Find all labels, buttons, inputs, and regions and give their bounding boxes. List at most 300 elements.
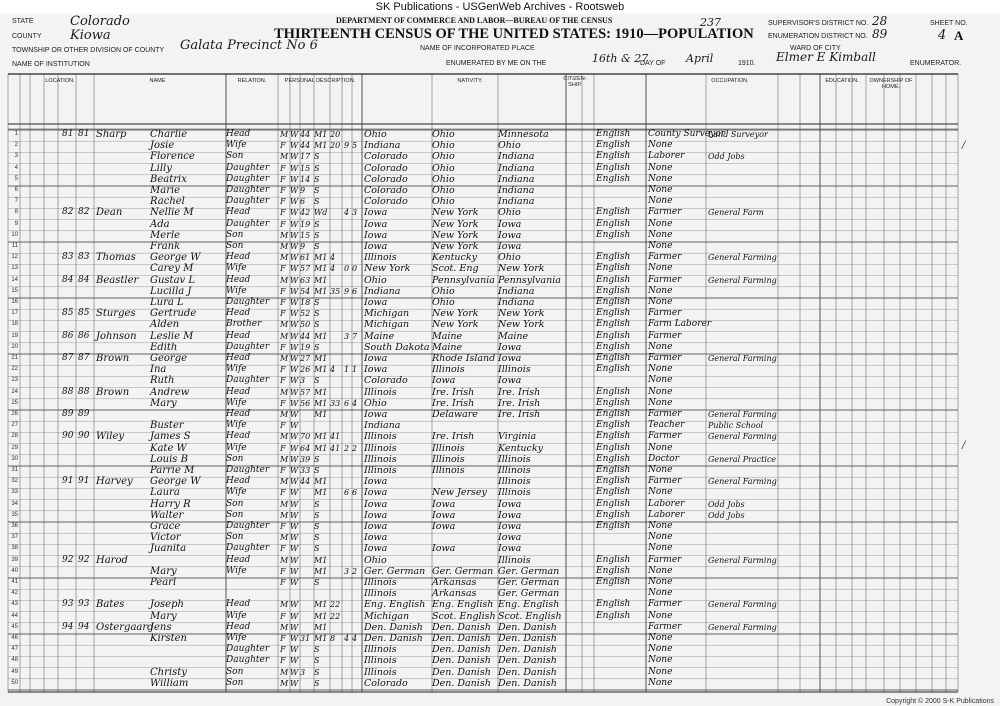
- department-line: DEPARTMENT OF COMMERCE AND LABOR—BUREAU OF THE CENSUS: [336, 16, 613, 25]
- cell-mbp: Ire. Irish: [498, 409, 541, 420]
- cell-bp: Colorado: [364, 151, 408, 163]
- cell-occ: Farmer: [648, 207, 682, 218]
- cell-fbp: New York: [432, 308, 479, 320]
- cell-given: Christy: [150, 666, 187, 678]
- cell-lang: English: [596, 521, 631, 531]
- cell-yr: [330, 678, 342, 691]
- cell-fbp: Iowa: [432, 543, 456, 555]
- cell-rel: Daughter: [226, 644, 270, 655]
- cell-race: W: [290, 197, 299, 207]
- cell-n: 22: [11, 366, 18, 373]
- window-caption: SK Publications - USGenWeb Archives - Rootsweb: [0, 0, 1000, 14]
- census-title: THIRTEENTH CENSUS OF THE UNITED STATES: 1910—POPULATION: [274, 26, 754, 42]
- cell-n: 37: [11, 534, 18, 541]
- cell-rel: Daughter: [226, 341, 270, 352]
- cell-occ: None: [648, 297, 673, 307]
- cell-bp: Colorado: [364, 162, 408, 174]
- cell-given: Kirsten: [150, 633, 187, 644]
- cell-age: 19: [300, 342, 311, 352]
- cell-sex: M: [280, 275, 289, 285]
- cell-rel: Son: [226, 666, 244, 677]
- cell-occ: None: [648, 633, 673, 643]
- cell-occ: Farmer: [648, 409, 682, 419]
- cell-sex: M: [280, 432, 289, 442]
- cell-surname: Dean: [96, 207, 123, 219]
- cell-sex: F: [280, 611, 286, 621]
- cell-mbp: Iowa: [498, 532, 522, 544]
- cell-n: 47: [11, 646, 18, 653]
- sheet-value: 4: [938, 28, 947, 43]
- cell-given: Lucilla J: [150, 285, 192, 297]
- cell-bp: Illinois: [364, 252, 397, 264]
- cell-occ: Farmer: [648, 308, 682, 319]
- cell-bp: Illinois: [364, 431, 397, 443]
- cell-sex: M: [280, 600, 289, 610]
- cell-occ: None: [648, 655, 673, 666]
- cell-sex: M: [280, 477, 289, 487]
- cell-n: 16: [11, 299, 18, 305]
- cell-occ: None: [648, 218, 673, 229]
- cell-c1: 0: [344, 264, 350, 274]
- cell-race: W: [290, 275, 299, 285]
- cell-sex: F: [280, 544, 286, 554]
- cell-lang: English: [596, 453, 631, 464]
- cell-mbp: Iowa: [498, 375, 522, 387]
- cell-occ: Farmer: [648, 330, 682, 341]
- cell-bp: Iowa: [364, 487, 388, 499]
- cell-given: Leslie M: [150, 330, 194, 342]
- cell-dw: 82: [62, 207, 74, 218]
- cell-fbp: Ire. Irish: [432, 431, 475, 443]
- cell-ms: M1: [314, 555, 328, 565]
- cell-c2: 5: [352, 141, 358, 151]
- cell-fbp: Ohio: [432, 151, 455, 163]
- cell-race: W: [290, 298, 299, 307]
- cell-age: 18: [300, 298, 311, 307]
- cell-sex: M: [280, 130, 289, 139]
- cell-age: 64: [300, 443, 311, 453]
- cell-n: 42: [11, 590, 18, 597]
- cell-age: 44: [300, 130, 311, 139]
- cell-rel: Head: [226, 308, 251, 319]
- cell-ms: S: [314, 186, 320, 195]
- cell-bp: Illinois: [364, 453, 397, 465]
- cell-fbp: Iowa: [432, 509, 456, 521]
- cell-age: 50: [300, 320, 311, 330]
- cell-bp: Indiana: [364, 140, 401, 152]
- cell-fbp: Den. Danish: [432, 644, 491, 656]
- cell-ms: S: [314, 230, 320, 240]
- cell-mbp: Maine: [498, 330, 529, 342]
- cell-sex: F: [280, 566, 286, 576]
- cell-rel: Head: [226, 129, 251, 139]
- cell-ms: S: [314, 510, 320, 520]
- cell-c2: 6: [352, 286, 358, 296]
- cell-ms: S: [314, 533, 320, 543]
- cell-sex: M: [280, 667, 289, 677]
- cell-occ: Laborer: [648, 498, 685, 509]
- cell-ms: S: [314, 219, 320, 229]
- cell-bp: Iowa: [364, 229, 388, 241]
- cell-mbp: Illinois: [498, 453, 531, 465]
- cell-fam: 89: [78, 409, 90, 419]
- cell-sex: F: [280, 522, 286, 531]
- cell-dw: 89: [62, 409, 74, 419]
- cell-race: W: [290, 555, 299, 565]
- cell-occ: County Surveyor: [648, 129, 725, 139]
- cell-fbp: Rhode Island: [432, 353, 496, 364]
- cell-ind: General Farming: [708, 275, 777, 285]
- cell-ind: General Farming: [708, 253, 777, 263]
- cell-rel: Head: [226, 207, 251, 218]
- cell-occ: Farmer: [648, 353, 682, 363]
- cell-sex: F: [280, 398, 286, 408]
- cell-given: Buster: [150, 420, 184, 432]
- cell-fam: 87: [78, 353, 90, 363]
- cell-rel: Wife: [226, 442, 247, 453]
- cell-race: W: [290, 477, 299, 487]
- cell-age: 44: [300, 477, 311, 487]
- cell-given: Beatrix: [150, 173, 187, 185]
- cell-age: 42: [300, 208, 311, 218]
- cell-n: 24: [11, 388, 18, 395]
- cell-n: 3: [14, 153, 18, 160]
- cell-given: Merle: [150, 229, 181, 241]
- cell-n: 8: [14, 209, 18, 216]
- cell-rel: Head: [226, 409, 251, 419]
- cell-ms: M1: [314, 611, 328, 621]
- cell-surname: Sharp: [96, 129, 127, 140]
- enumeration-day: 16th & 27: [592, 52, 649, 65]
- cell-rel: Daughter: [226, 521, 270, 531]
- cell-race: W: [290, 376, 299, 386]
- cell-fbp: New Jersey: [432, 487, 487, 499]
- cell-n: 32: [11, 478, 18, 485]
- cell-mbp: Illinois: [498, 554, 531, 566]
- cell-occ: None: [648, 532, 673, 543]
- cell-rel: Wife: [226, 420, 247, 431]
- cell-sex: F: [280, 656, 286, 666]
- cell-given: George W: [150, 476, 201, 488]
- cell-mbp: Den. Danish: [498, 621, 557, 633]
- cell-dw: 94: [62, 621, 74, 632]
- cell-given: Marie: [150, 185, 181, 196]
- cell-age: 9: [300, 242, 306, 251]
- cell-occ: None: [648, 442, 673, 453]
- cell-age: 3: [300, 376, 306, 386]
- cell-n: 17: [11, 310, 18, 317]
- cell-mbp: Iowa: [498, 229, 522, 241]
- cell-bp: Iowa: [364, 364, 388, 376]
- cell-race: W: [290, 645, 299, 655]
- cell-rel: Son: [226, 151, 244, 162]
- cell-lang: English: [596, 487, 631, 498]
- cell-ms: M1: [314, 477, 328, 487]
- cell-fbp: Ohio: [432, 297, 455, 308]
- cell-ind: General Farm: [708, 208, 764, 218]
- cell-dw: 92: [62, 554, 74, 565]
- cell-race: W: [290, 432, 299, 442]
- cell-fbp: Ohio: [432, 196, 455, 208]
- cell-fbp: Ohio: [432, 129, 455, 140]
- cell-rel: Daughter: [226, 375, 270, 386]
- cell-given: Ina: [150, 364, 167, 376]
- cell-fbp: New York: [432, 241, 479, 252]
- cell-sex: F: [280, 298, 286, 307]
- cell-bp: Iowa: [364, 218, 388, 230]
- cell-occ: None: [648, 173, 673, 184]
- cell-given: Mary: [150, 610, 177, 622]
- cell-lang: English: [596, 353, 631, 363]
- cell-bp: Illinois: [364, 644, 397, 656]
- cell-n: 40: [11, 567, 18, 574]
- cell-bp: Michigan: [364, 308, 410, 320]
- cell-c1: 9: [344, 286, 350, 296]
- cell-c2: 3: [352, 208, 358, 218]
- cell-ms: S: [314, 656, 320, 666]
- cell-bp: Ohio: [364, 554, 387, 566]
- county-label: COUNTY: [12, 33, 42, 40]
- cell-fam: 93: [78, 599, 90, 610]
- cell-ms: M1: [314, 264, 328, 274]
- cell-ms: S: [314, 342, 320, 352]
- cell-n: 31: [11, 467, 18, 473]
- cell-sex: M: [280, 242, 289, 251]
- cell-ind: [708, 678, 776, 691]
- cell-yr: 41: [330, 443, 341, 453]
- cell-lang: English: [596, 431, 631, 442]
- cell-rel: Head: [226, 599, 251, 610]
- cell-sex: F: [280, 578, 286, 587]
- cell-lang: English: [596, 341, 631, 352]
- cell-bp: Indiana: [364, 420, 401, 432]
- cell-occ: None: [648, 241, 673, 251]
- sheet-side: A: [954, 28, 964, 43]
- cell-sex: M: [280, 678, 289, 688]
- cell-rel: Head: [226, 476, 251, 487]
- cell-yr: 33: [330, 398, 341, 408]
- cell-ms: M1: [314, 566, 328, 576]
- cell-sex: M: [280, 152, 289, 162]
- cell-lang: English: [596, 397, 631, 408]
- cell-race: W: [290, 578, 299, 587]
- cell-ind: General Farming: [708, 600, 777, 610]
- cell-bp: Illinois: [364, 386, 397, 398]
- cell-mbp: Den. Danish: [498, 633, 557, 644]
- cell-n: 39: [11, 556, 18, 563]
- cell-mbp: Minnesota: [498, 129, 549, 140]
- cell-occ: None: [648, 263, 673, 274]
- cell-n: 12: [11, 254, 18, 261]
- cell-race: W: [290, 342, 299, 352]
- cell-c1: 6: [344, 398, 350, 408]
- cell-occ: Farmer: [648, 599, 682, 610]
- cell-race: W: [290, 544, 299, 554]
- cell-n: 26: [11, 411, 18, 417]
- cell-yr: 41: [330, 432, 341, 442]
- cell-occ: None: [648, 666, 673, 677]
- cell-c1: 6: [344, 488, 350, 498]
- cell-bp: Illinois: [364, 666, 397, 678]
- cell-rel: Daughter: [226, 173, 270, 184]
- cell-fbp: Ger. German: [432, 565, 494, 577]
- cell-race: W: [290, 309, 299, 319]
- cell-rel: Head: [226, 554, 251, 565]
- cell-fbp: Den. Danish: [432, 633, 491, 644]
- cell-n: 2: [14, 142, 18, 149]
- cell-lang: English: [596, 285, 631, 296]
- cell-sex: F: [280, 365, 286, 375]
- cell-ms: M1: [314, 634, 328, 643]
- cell-rel: Son: [226, 677, 244, 688]
- cell-race: W: [290, 634, 299, 643]
- cell-bp: Iowa: [364, 241, 388, 252]
- cell-dw: 85: [62, 308, 74, 319]
- cell-c1: 2: [344, 443, 350, 453]
- cell-mbp: Illinois: [498, 476, 531, 488]
- cell-fbp: Den. Danish: [432, 677, 491, 689]
- cell-surname: Sturges: [96, 308, 136, 320]
- cell-ind: General Farming: [708, 622, 777, 632]
- cell-age: 44: [300, 141, 311, 151]
- cell-race: W: [290, 499, 299, 509]
- cell-race: W: [290, 354, 299, 363]
- cell-bp: Colorado: [364, 185, 408, 196]
- cell-race: W: [290, 320, 299, 330]
- cell-fbp: Maine: [432, 341, 463, 353]
- cell-lang: English: [596, 173, 631, 184]
- cell-fbp: Scot. Eng: [432, 263, 479, 275]
- cell-race: W: [290, 130, 299, 139]
- cell-race: W: [290, 230, 299, 240]
- cell-race: W: [290, 600, 299, 610]
- cell-bp: Indiana: [364, 285, 401, 297]
- cell-rel: Son: [226, 229, 244, 240]
- cell-fbp: Iowa: [432, 375, 456, 387]
- cell-rel: Brother: [226, 319, 262, 330]
- cell-n: 30: [11, 455, 18, 462]
- cell-race: W: [290, 186, 299, 195]
- cell-race: W: [290, 163, 299, 173]
- cell-occ: None: [648, 644, 673, 655]
- year-label: 1910.: [738, 60, 756, 67]
- cell-given: Walter: [150, 509, 184, 521]
- cell-rel: Son: [226, 498, 244, 509]
- cell-given: Grace: [150, 521, 181, 532]
- cell-mbp: New York: [498, 263, 545, 275]
- cell-n: 49: [11, 668, 18, 675]
- cell-occ: None: [648, 140, 673, 151]
- cell-c2: 4: [352, 634, 358, 643]
- cell-occ: Farmer: [648, 252, 682, 263]
- cell-rel: Daughter: [226, 196, 270, 207]
- cell-mbp: Iowa: [498, 218, 522, 230]
- cell-mbp: Iowa: [498, 543, 522, 555]
- cell-given: Kate W: [150, 442, 187, 454]
- cell-ms: S: [314, 242, 320, 251]
- cell-race: W: [290, 656, 299, 666]
- cell-lang: English: [596, 308, 631, 319]
- cell-sex: F: [280, 208, 286, 218]
- cell-c2: 0: [352, 264, 358, 274]
- cell-race: W: [290, 678, 299, 688]
- enum-district-label: ENUMERATION DISTRICT NO.: [768, 33, 868, 40]
- cell-mbp: Den. Danish: [498, 666, 557, 678]
- cell-sex: M: [280, 331, 289, 341]
- cell-ind: Odd Jobs: [708, 499, 745, 509]
- cell-mbp: Indiana: [498, 297, 535, 308]
- cell-yr: 20: [330, 141, 341, 151]
- cell-occ: None: [648, 543, 673, 554]
- cell-ms: M1: [314, 488, 328, 498]
- cell-bp: Illinois: [364, 655, 397, 667]
- cell-n: 46: [11, 635, 18, 641]
- cell-yr: 4: [330, 264, 336, 274]
- cell-sex: F: [280, 264, 286, 274]
- cell-sex: M: [280, 354, 289, 363]
- cell-rel: Head: [226, 353, 251, 363]
- cell-race: W: [290, 253, 299, 263]
- cell-mbp: Indiana: [498, 196, 535, 208]
- cell-occ: None: [648, 162, 673, 173]
- cell-fbp: Maine: [432, 330, 463, 342]
- cell-ind: Odd Jobs: [708, 510, 745, 520]
- cell-sex: F: [280, 645, 286, 655]
- cell-lang: English: [596, 465, 631, 475]
- cell-ms: S: [314, 163, 320, 173]
- cell-sex: F: [280, 197, 286, 207]
- col-personal: PERSONAL DESCRIPTION.: [284, 78, 356, 84]
- cell-bp: Iowa: [364, 476, 388, 488]
- cell-age: 54: [300, 286, 311, 296]
- cell-surname: Beastler: [96, 274, 139, 286]
- cell-race: W: [290, 611, 299, 621]
- enumeration-month: April: [686, 52, 714, 65]
- cell-ms: M1: [314, 443, 328, 453]
- cell-rel: Daughter: [226, 185, 270, 195]
- cell-lang: English: [596, 565, 631, 576]
- cell-sex: F: [280, 141, 286, 151]
- cell-c1: 3: [344, 566, 350, 576]
- cell-given: Charlie: [150, 129, 188, 140]
- cell-occ: None: [648, 588, 673, 599]
- margin-mark: /: [962, 440, 966, 451]
- cell-bp: New York: [364, 263, 411, 275]
- cell-dw: 81: [62, 129, 74, 139]
- cell-lang: English: [596, 476, 631, 487]
- cell-rel: Head: [226, 330, 251, 341]
- cell-mbp: Indiana: [498, 285, 535, 297]
- cell-sex: F: [280, 286, 286, 296]
- cell-ind: General Farming: [708, 410, 777, 419]
- institution-label: NAME OF INSTITUTION: [12, 61, 90, 68]
- cell-lang: English: [596, 218, 631, 229]
- cell-fam: 85: [78, 308, 90, 319]
- cell-ms: Wd: [314, 208, 328, 218]
- cell-fam: 84: [78, 274, 90, 285]
- cell-age: 57: [300, 387, 311, 397]
- cell-ms: S: [314, 174, 320, 184]
- cell-given: Louis B: [150, 453, 188, 465]
- cell-n: 9: [14, 220, 18, 227]
- cell-dw: 83: [62, 252, 74, 263]
- cell-age: 56: [300, 398, 311, 408]
- cell-yr: 4: [330, 365, 336, 375]
- cell-surname: Brown: [96, 353, 130, 364]
- cell-c2: 6: [352, 488, 358, 498]
- cell-race: W: [290, 522, 299, 531]
- cell-race: W: [290, 454, 299, 464]
